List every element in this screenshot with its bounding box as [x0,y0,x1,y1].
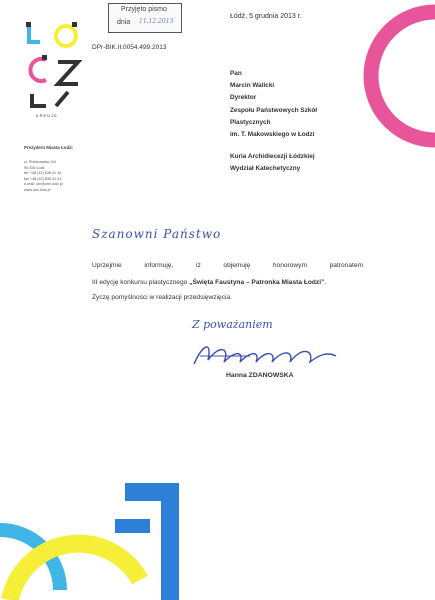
stamp-date-label: dnia [117,19,131,26]
addressee-block [230,68,317,141]
received-stamp [108,3,182,33]
handwritten-closing: Z poważaniem [192,318,273,331]
signatory-name: Hanna ZDANOWSKA [226,372,294,379]
contest-name: „Święta Faustyna – Patronka Miasta Łodzi” [189,279,325,286]
office-line: 90-926 Łódź [24,165,45,170]
addressee-line: Marcin Walicki [230,82,275,90]
handwritten-salutation: Szanowni Państwo [92,227,222,241]
office-line: www.uml.lodz.pl [24,187,51,192]
stamp-title: Przyjęto pismo [121,6,167,13]
logo-tagline: KREUJE [36,113,58,118]
office-line: ul. Piotrkowska 104 [24,160,56,164]
office-line: e-mail: um@uml.lodz.pl [24,182,63,186]
letter-date: Łódź, 5 grudnia 2013 r. [230,13,302,20]
body-line: Życzę pomyślności w realizacji przedsięwzięcia. [92,294,232,301]
office-line: fax +48 (42) 638 41 24 [24,176,62,181]
cc-line: Wydział Katechetyczny [230,164,301,172]
signature [190,338,340,370]
addressee-line: Zespołu Państwowych Szkół [230,106,318,114]
cc-line: Kuria Archidiecezji Łódzkiej [230,153,315,160]
office-line: tel. +48 (42) 638 41 15 [24,171,62,175]
cc-block [230,151,315,174]
stamp-date-handwritten: 11.12.2013 [139,18,174,25]
addressee-line: Pan [230,70,242,77]
lodz-logo [26,22,84,114]
reference-number: DPr-BIK.II.0054.499.2013 [92,44,167,51]
addressee-line: Plastycznych [230,118,271,126]
body-text: . [324,279,327,286]
office-title: Prezydent Miasta Łodzi [24,145,73,150]
body-text: III edycję konkursu plastycznego [92,279,190,286]
body-line: Uprzejmie informuję, iż objemuję honorowym patronatem [92,262,363,269]
office-contact [24,160,63,193]
addressee-line: im. T. Makowskiego w Łodzi [230,131,315,139]
addressee-line: Dyrektor [230,94,257,102]
logo-art-decoration [0,470,435,600]
body-line-contest [92,279,326,286]
